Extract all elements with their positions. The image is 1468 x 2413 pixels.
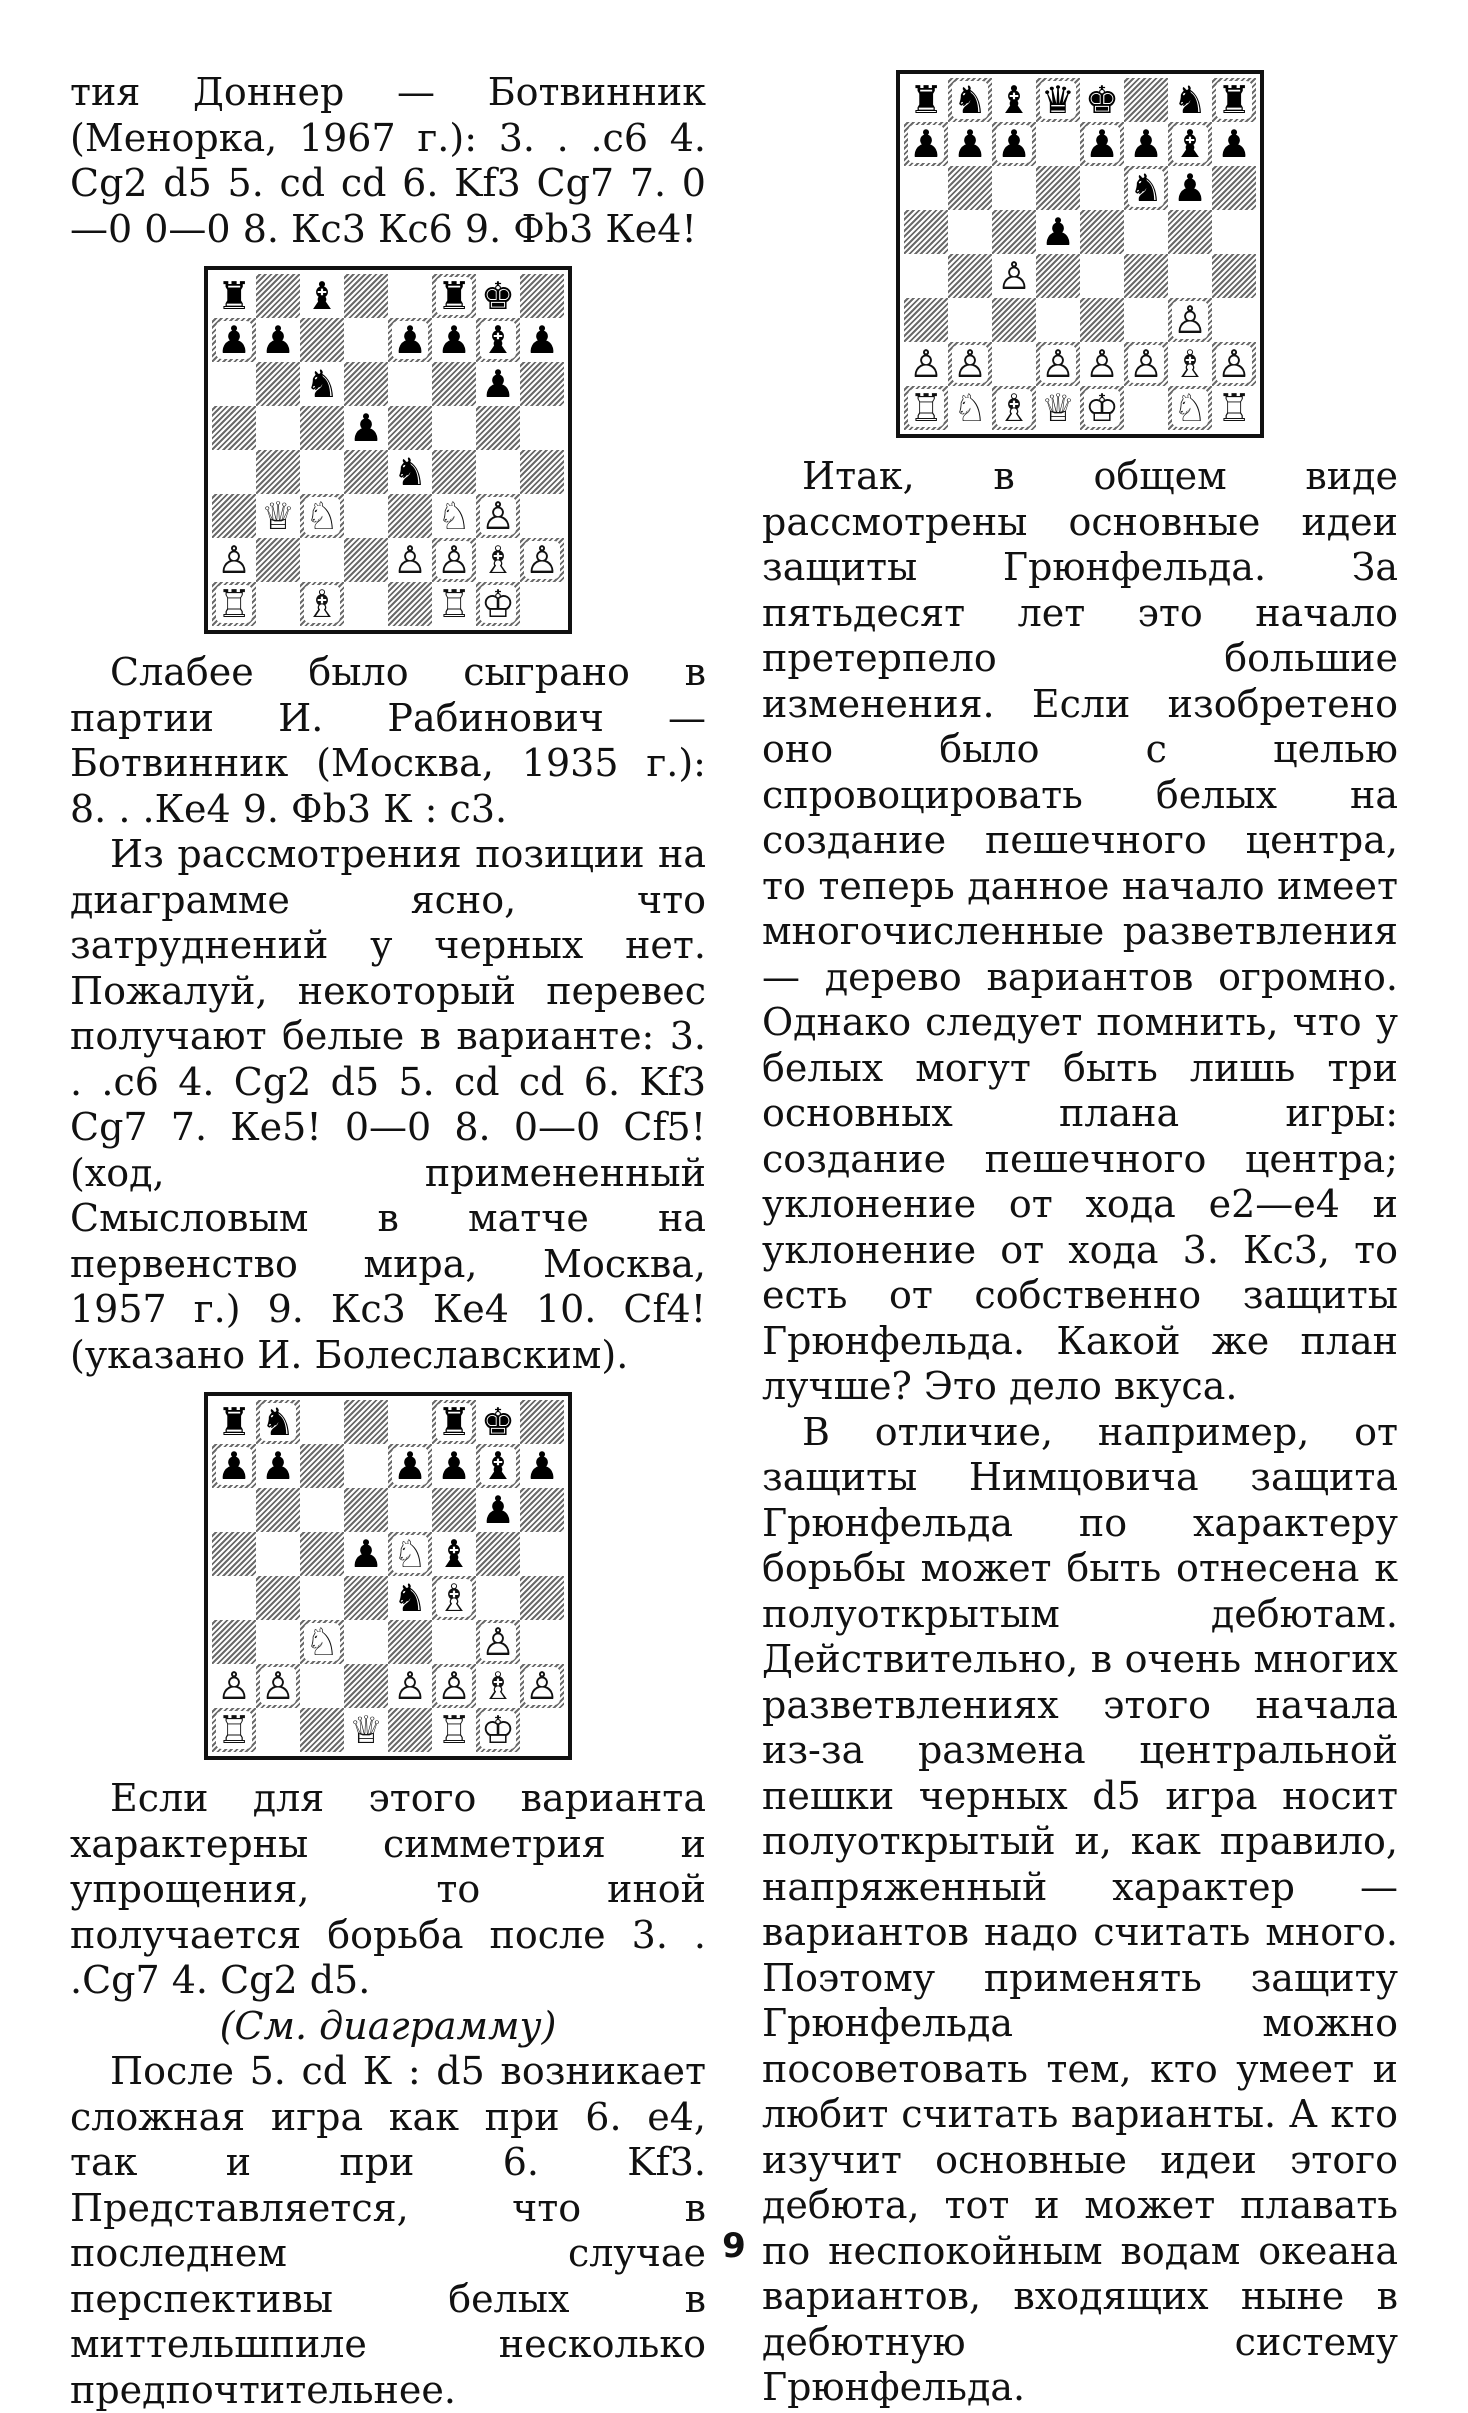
board-square xyxy=(344,450,388,494)
board-square xyxy=(344,406,388,450)
board-square xyxy=(432,318,476,362)
board-square xyxy=(432,538,476,582)
board-square xyxy=(1080,78,1124,122)
board-square xyxy=(256,1664,300,1708)
black-pawn-icon: ♟ xyxy=(216,318,252,362)
board-square xyxy=(344,538,388,582)
black-king-icon: ♚ xyxy=(480,274,516,318)
board-square xyxy=(948,298,992,342)
board-square xyxy=(948,386,992,430)
board-square xyxy=(1124,166,1168,210)
board-square xyxy=(256,1532,300,1576)
board-square xyxy=(344,1400,388,1444)
board-square xyxy=(432,1664,476,1708)
board-square xyxy=(256,494,300,538)
board-square xyxy=(212,274,256,318)
board-square xyxy=(992,298,1036,342)
white-pawn-icon: ♙ xyxy=(392,1664,428,1708)
board-square xyxy=(256,362,300,406)
board-square xyxy=(432,362,476,406)
white-pawn-icon: ♙ xyxy=(1128,342,1164,386)
board-square xyxy=(344,1532,388,1576)
board-square xyxy=(1124,210,1168,254)
white-pawn-icon: ♙ xyxy=(392,538,428,582)
board-square xyxy=(212,538,256,582)
board-square xyxy=(212,450,256,494)
board-square xyxy=(1212,166,1256,210)
board-square xyxy=(388,494,432,538)
white-rook-icon: ♖ xyxy=(216,1708,252,1752)
white-king-icon: ♔ xyxy=(1084,386,1120,430)
board-square xyxy=(344,1620,388,1664)
board-square xyxy=(992,210,1036,254)
board-square xyxy=(300,1576,344,1620)
board-square xyxy=(1080,210,1124,254)
board-square xyxy=(476,1488,520,1532)
white-knight-icon: ♘ xyxy=(304,1620,340,1664)
board-square xyxy=(476,494,520,538)
white-pawn-icon: ♙ xyxy=(216,538,252,582)
board-square xyxy=(904,122,948,166)
white-pawn-icon: ♙ xyxy=(216,1664,252,1708)
board-square xyxy=(1036,78,1080,122)
white-king-icon: ♔ xyxy=(480,582,516,626)
white-queen-icon: ♕ xyxy=(260,494,296,538)
board-square xyxy=(1080,342,1124,386)
board-square xyxy=(212,406,256,450)
black-rook-icon: ♜ xyxy=(216,1400,252,1444)
white-knight-icon: ♘ xyxy=(392,1532,428,1576)
black-pawn-icon: ♟ xyxy=(436,318,472,362)
board-square xyxy=(520,1488,564,1532)
board-square xyxy=(948,342,992,386)
board-square xyxy=(300,1400,344,1444)
board-square xyxy=(476,406,520,450)
white-king-icon: ♔ xyxy=(480,1708,516,1752)
board-square xyxy=(344,1708,388,1752)
board-square xyxy=(344,318,388,362)
board-square xyxy=(300,362,344,406)
white-bishop-icon: ♗ xyxy=(480,1664,516,1708)
board-square xyxy=(520,1400,564,1444)
black-pawn-icon: ♟ xyxy=(260,318,296,362)
board-square xyxy=(520,1664,564,1708)
board-square xyxy=(476,362,520,406)
left-column xyxy=(70,70,706,2413)
board-square xyxy=(432,274,476,318)
board-square xyxy=(992,386,1036,430)
board-square xyxy=(1080,254,1124,298)
board-square xyxy=(432,406,476,450)
board-square xyxy=(432,450,476,494)
board-square xyxy=(948,122,992,166)
board-square xyxy=(212,1400,256,1444)
board-square xyxy=(388,1708,432,1752)
board-square xyxy=(432,1620,476,1664)
board-square xyxy=(476,1664,520,1708)
board-square xyxy=(992,122,1036,166)
board-square xyxy=(948,254,992,298)
black-pawn-icon: ♟ xyxy=(480,362,516,406)
board-square xyxy=(520,1620,564,1664)
board-square xyxy=(1212,342,1256,386)
left-paragraph-4: Если для этого варианта характерны симметрия и упрощения, то иной получается борьба после 3. . .Cg7 4. Cg2 d5. xyxy=(70,1776,706,2002)
board-square xyxy=(520,274,564,318)
board-square xyxy=(388,274,432,318)
board-square xyxy=(476,318,520,362)
board-square xyxy=(300,274,344,318)
board-square xyxy=(300,1532,344,1576)
chess-diagram-3 xyxy=(896,70,1264,438)
board-square xyxy=(300,1708,344,1752)
white-pawn-icon: ♙ xyxy=(1172,298,1208,342)
white-bishop-icon: ♗ xyxy=(304,582,340,626)
board-square xyxy=(1168,122,1212,166)
board-square xyxy=(300,1664,344,1708)
white-queen-icon: ♕ xyxy=(1040,386,1076,430)
black-pawn-icon: ♟ xyxy=(524,1444,560,1488)
board-square xyxy=(1124,386,1168,430)
board-square xyxy=(476,450,520,494)
diagram-reference: (См. диаграмму) xyxy=(219,2003,557,2048)
board-square xyxy=(388,1576,432,1620)
board-square xyxy=(212,1620,256,1664)
white-rook-icon: ♖ xyxy=(436,582,472,626)
board-square xyxy=(388,1400,432,1444)
black-king-icon: ♚ xyxy=(1084,78,1120,122)
board-square xyxy=(344,1444,388,1488)
black-pawn-icon: ♟ xyxy=(348,1532,384,1576)
black-queen-icon: ♛ xyxy=(1040,78,1076,122)
board-square xyxy=(1036,342,1080,386)
white-bishop-icon: ♗ xyxy=(436,1576,472,1620)
board-square xyxy=(432,494,476,538)
chess-diagram-2 xyxy=(204,1392,572,1760)
black-pawn-icon: ♟ xyxy=(216,1444,252,1488)
black-pawn-icon: ♟ xyxy=(392,1444,428,1488)
board-square xyxy=(300,450,344,494)
right-paragraph-1: Итак, в общем виде рассмотрены основные идеи защиты Грюнфельда. За пятьдесят лет это начало претерпело большие изменения. Если изобретено оно было с целью спровоцировать белых на создание пешечного центра, то теперь данное начало имеет многочисленные разветвления — дерево вариантов огромно. Однако следует помнить, что у белых могут быть лишь три основных плана игры: создание пешечного центра; уклонение от хода е2—е4 и уклонение от хода 3. Кс3, то есть от собственно защиты Грюнфельда. Какой же план лучше? Это дело вкуса. xyxy=(762,454,1398,1408)
board-square xyxy=(388,1664,432,1708)
board-square xyxy=(1212,122,1256,166)
board-square xyxy=(1168,210,1212,254)
board-square xyxy=(256,1444,300,1488)
white-knight-icon: ♘ xyxy=(436,494,472,538)
board-square xyxy=(1036,298,1080,342)
board-square xyxy=(388,1444,432,1488)
board-square xyxy=(992,254,1036,298)
white-pawn-icon: ♙ xyxy=(952,342,988,386)
black-pawn-icon: ♟ xyxy=(524,318,560,362)
black-bishop-icon: ♝ xyxy=(304,274,340,318)
white-pawn-icon: ♙ xyxy=(996,254,1032,298)
white-knight-icon: ♘ xyxy=(1172,386,1208,430)
black-bishop-icon: ♝ xyxy=(1172,122,1208,166)
white-pawn-icon: ♙ xyxy=(436,1664,472,1708)
black-knight-icon: ♞ xyxy=(392,450,428,494)
board-square xyxy=(300,406,344,450)
board-square xyxy=(948,210,992,254)
board-square xyxy=(432,1708,476,1752)
board-square xyxy=(432,1400,476,1444)
board-square xyxy=(476,1444,520,1488)
board-square xyxy=(256,318,300,362)
board-square xyxy=(1124,298,1168,342)
board-square xyxy=(992,342,1036,386)
white-pawn-icon: ♙ xyxy=(260,1664,296,1708)
board-square xyxy=(1124,78,1168,122)
black-king-icon: ♚ xyxy=(480,1400,516,1444)
board-square xyxy=(1036,210,1080,254)
board-square xyxy=(300,1488,344,1532)
board-square xyxy=(432,1444,476,1488)
white-pawn-icon: ♙ xyxy=(1216,342,1252,386)
white-pawn-icon: ♙ xyxy=(524,538,560,582)
black-pawn-icon: ♟ xyxy=(952,122,988,166)
board-square xyxy=(212,1664,256,1708)
board-square xyxy=(904,210,948,254)
black-rook-icon: ♜ xyxy=(1216,78,1252,122)
black-knight-icon: ♞ xyxy=(304,362,340,406)
black-pawn-icon: ♟ xyxy=(996,122,1032,166)
black-pawn-icon: ♟ xyxy=(1216,122,1252,166)
board-square xyxy=(520,406,564,450)
board-square xyxy=(476,1708,520,1752)
black-pawn-icon: ♟ xyxy=(1172,166,1208,210)
board-square xyxy=(904,386,948,430)
black-knight-icon: ♞ xyxy=(1172,78,1208,122)
board-square xyxy=(388,1488,432,1532)
black-pawn-icon: ♟ xyxy=(908,122,944,166)
white-pawn-icon: ♙ xyxy=(1084,342,1120,386)
board-square xyxy=(212,494,256,538)
board-square xyxy=(520,494,564,538)
board-square xyxy=(344,1664,388,1708)
board-square xyxy=(432,1532,476,1576)
board-square xyxy=(256,1620,300,1664)
white-bishop-icon: ♗ xyxy=(996,386,1032,430)
board-square xyxy=(520,538,564,582)
black-pawn-icon: ♟ xyxy=(480,1488,516,1532)
board-square xyxy=(1080,166,1124,210)
white-rook-icon: ♖ xyxy=(436,1708,472,1752)
left-paragraph-1: тия Доннер — Ботвинник (Менорка, 1967 г.): 3. . .с6 4. Cg2 d5 5. cd cd 6. Kf3 Cg7 7. 0—0 0—0 8. Кс3 Кс6 9. Фb3 Ке4! xyxy=(70,70,706,251)
board-square xyxy=(300,538,344,582)
board-square xyxy=(256,538,300,582)
board-square xyxy=(520,1708,564,1752)
board-square xyxy=(1168,254,1212,298)
board-square xyxy=(1080,298,1124,342)
white-pawn-icon: ♙ xyxy=(436,538,472,582)
black-rook-icon: ♜ xyxy=(908,78,944,122)
board-square xyxy=(300,1444,344,1488)
white-knight-icon: ♘ xyxy=(304,494,340,538)
board-square xyxy=(1124,342,1168,386)
black-bishop-icon: ♝ xyxy=(436,1532,472,1576)
white-bishop-icon: ♗ xyxy=(480,538,516,582)
board-square xyxy=(212,582,256,626)
board-square xyxy=(1168,386,1212,430)
black-pawn-icon: ♟ xyxy=(1040,210,1076,254)
board-square xyxy=(476,1400,520,1444)
board-square xyxy=(256,450,300,494)
board-square xyxy=(344,362,388,406)
board-square xyxy=(1212,210,1256,254)
right-paragraph-2: В отличие, например, от защиты Нимцовича защита Грюнфельда по характеру борьбы может быть отнесена к полуоткрытым дебютам. Действительно, в очень многих разветвлениях этого начала из-за размена центральной пешки черных d5 игра носит полуоткрытый и, как правило, напряженный характер — вариантов надо считать много. Поэтому применять защиту Грюнфельда можно посоветовать тем, кто умеет и любит считать варианты. А кто изучит основные идеи этого дебюта, тот и может плавать по неспокойным водам океана вариантов, входящих ныне в дебютную систему Грюнфельда. xyxy=(762,1409,1398,2409)
white-rook-icon: ♖ xyxy=(1216,386,1252,430)
white-knight-icon: ♘ xyxy=(952,386,988,430)
board-square xyxy=(212,1488,256,1532)
board-square xyxy=(1212,298,1256,342)
board-square xyxy=(1168,298,1212,342)
board-square xyxy=(344,1576,388,1620)
board-square xyxy=(300,1620,344,1664)
board-square xyxy=(904,254,948,298)
board-square xyxy=(1080,122,1124,166)
board-square xyxy=(212,1708,256,1752)
board-square xyxy=(476,274,520,318)
board-square xyxy=(388,582,432,626)
board-square xyxy=(256,582,300,626)
board-square xyxy=(432,1576,476,1620)
board-square xyxy=(520,1576,564,1620)
left-paragraph-3: Из рассмотрения позиции на диаграмме ясно, что затруднений у черных нет. Пожалуй, некоторый перевес получают белые в варианте: 3. . .с6 4. Cg2 d5 5. cd cd 6. Kf3 Cg7 7. Ке5! 0—0 8. 0—0 Cf5! (ход, примененный Смысловым в матче на первенство мира, Москва, 1957 г.) 9. Кс3 Ке4 10. Cf4! (указано И. Болеславским). xyxy=(70,832,706,1377)
black-pawn-icon: ♟ xyxy=(1128,122,1164,166)
black-bishop-icon: ♝ xyxy=(996,78,1032,122)
board-square xyxy=(476,1620,520,1664)
black-knight-icon: ♞ xyxy=(952,78,988,122)
board-square xyxy=(476,1532,520,1576)
board-square xyxy=(344,1488,388,1532)
black-pawn-icon: ♟ xyxy=(1084,122,1120,166)
black-bishop-icon: ♝ xyxy=(480,318,516,362)
board-square xyxy=(476,1576,520,1620)
board-square xyxy=(256,274,300,318)
board-square xyxy=(300,318,344,362)
board-square xyxy=(1212,254,1256,298)
white-pawn-icon: ♙ xyxy=(908,342,944,386)
white-rook-icon: ♖ xyxy=(216,582,252,626)
board-square xyxy=(476,538,520,582)
board-square xyxy=(1036,122,1080,166)
black-rook-icon: ♜ xyxy=(436,274,472,318)
right-column xyxy=(762,70,1398,2411)
white-rook-icon: ♖ xyxy=(908,386,944,430)
board-square xyxy=(948,78,992,122)
board-square xyxy=(212,362,256,406)
board-square xyxy=(1168,342,1212,386)
black-knight-icon: ♞ xyxy=(1128,166,1164,210)
white-pawn-icon: ♙ xyxy=(480,494,516,538)
board-square xyxy=(904,298,948,342)
board-square xyxy=(520,362,564,406)
board-square xyxy=(520,582,564,626)
board-square xyxy=(344,582,388,626)
board-square xyxy=(904,78,948,122)
left-paragraph-6: После 5. cd К : d5 возникает сложная игра как при 6. е4, так и при 6. Kf3. Представляется, что в последнем случае перспективы белых в миттельшпиле несколько предпочтительнее. xyxy=(70,2049,706,2412)
board-square xyxy=(212,318,256,362)
board-square xyxy=(256,1488,300,1532)
black-rook-icon: ♜ xyxy=(436,1400,472,1444)
board-square xyxy=(212,1444,256,1488)
board-square xyxy=(1124,254,1168,298)
board-square xyxy=(1168,166,1212,210)
black-bishop-icon: ♝ xyxy=(480,1444,516,1488)
board-square xyxy=(300,494,344,538)
board-square xyxy=(388,318,432,362)
board-square xyxy=(432,1488,476,1532)
board-square xyxy=(1124,122,1168,166)
board-square xyxy=(432,582,476,626)
board-square xyxy=(1080,386,1124,430)
board-square xyxy=(520,318,564,362)
board-square xyxy=(388,450,432,494)
white-pawn-icon: ♙ xyxy=(480,1620,516,1664)
board-square xyxy=(904,166,948,210)
board-square xyxy=(388,1532,432,1576)
board-square xyxy=(212,1532,256,1576)
board-square xyxy=(1212,386,1256,430)
board-square xyxy=(388,1620,432,1664)
white-bishop-icon: ♗ xyxy=(1172,342,1208,386)
board-square xyxy=(256,1708,300,1752)
board-square xyxy=(476,582,520,626)
black-rook-icon: ♜ xyxy=(216,274,252,318)
board-square xyxy=(520,1444,564,1488)
white-pawn-icon: ♙ xyxy=(1040,342,1076,386)
board-square xyxy=(256,406,300,450)
board-square xyxy=(388,362,432,406)
board-square xyxy=(992,166,1036,210)
black-pawn-icon: ♟ xyxy=(436,1444,472,1488)
board-square xyxy=(300,582,344,626)
board-square xyxy=(344,494,388,538)
chess-diagram-1 xyxy=(204,266,572,634)
board-square xyxy=(520,1532,564,1576)
board-square xyxy=(388,406,432,450)
board-square xyxy=(256,1576,300,1620)
board-square xyxy=(1036,254,1080,298)
board-square xyxy=(388,538,432,582)
board-square xyxy=(1036,166,1080,210)
board-square xyxy=(992,78,1036,122)
board-square xyxy=(344,274,388,318)
board-square xyxy=(1212,78,1256,122)
left-paragraph-2: Слабее было сыграно в партии И. Рабинович — Ботвинник (Москва, 1935 г.): 8. . .Ке4 9. Фb3 К : с3. xyxy=(70,650,706,831)
page-number: 9 xyxy=(722,2226,746,2266)
board-square xyxy=(1036,386,1080,430)
board-square xyxy=(520,450,564,494)
board-square xyxy=(256,1400,300,1444)
white-queen-icon: ♕ xyxy=(348,1708,384,1752)
board-square xyxy=(212,1576,256,1620)
board-square xyxy=(904,342,948,386)
black-pawn-icon: ♟ xyxy=(348,406,384,450)
board-square xyxy=(948,166,992,210)
black-pawn-icon: ♟ xyxy=(392,318,428,362)
white-pawn-icon: ♙ xyxy=(524,1664,560,1708)
board-square xyxy=(1168,78,1212,122)
black-pawn-icon: ♟ xyxy=(260,1444,296,1488)
black-knight-icon: ♞ xyxy=(392,1576,428,1620)
black-knight-icon: ♞ xyxy=(260,1400,296,1444)
